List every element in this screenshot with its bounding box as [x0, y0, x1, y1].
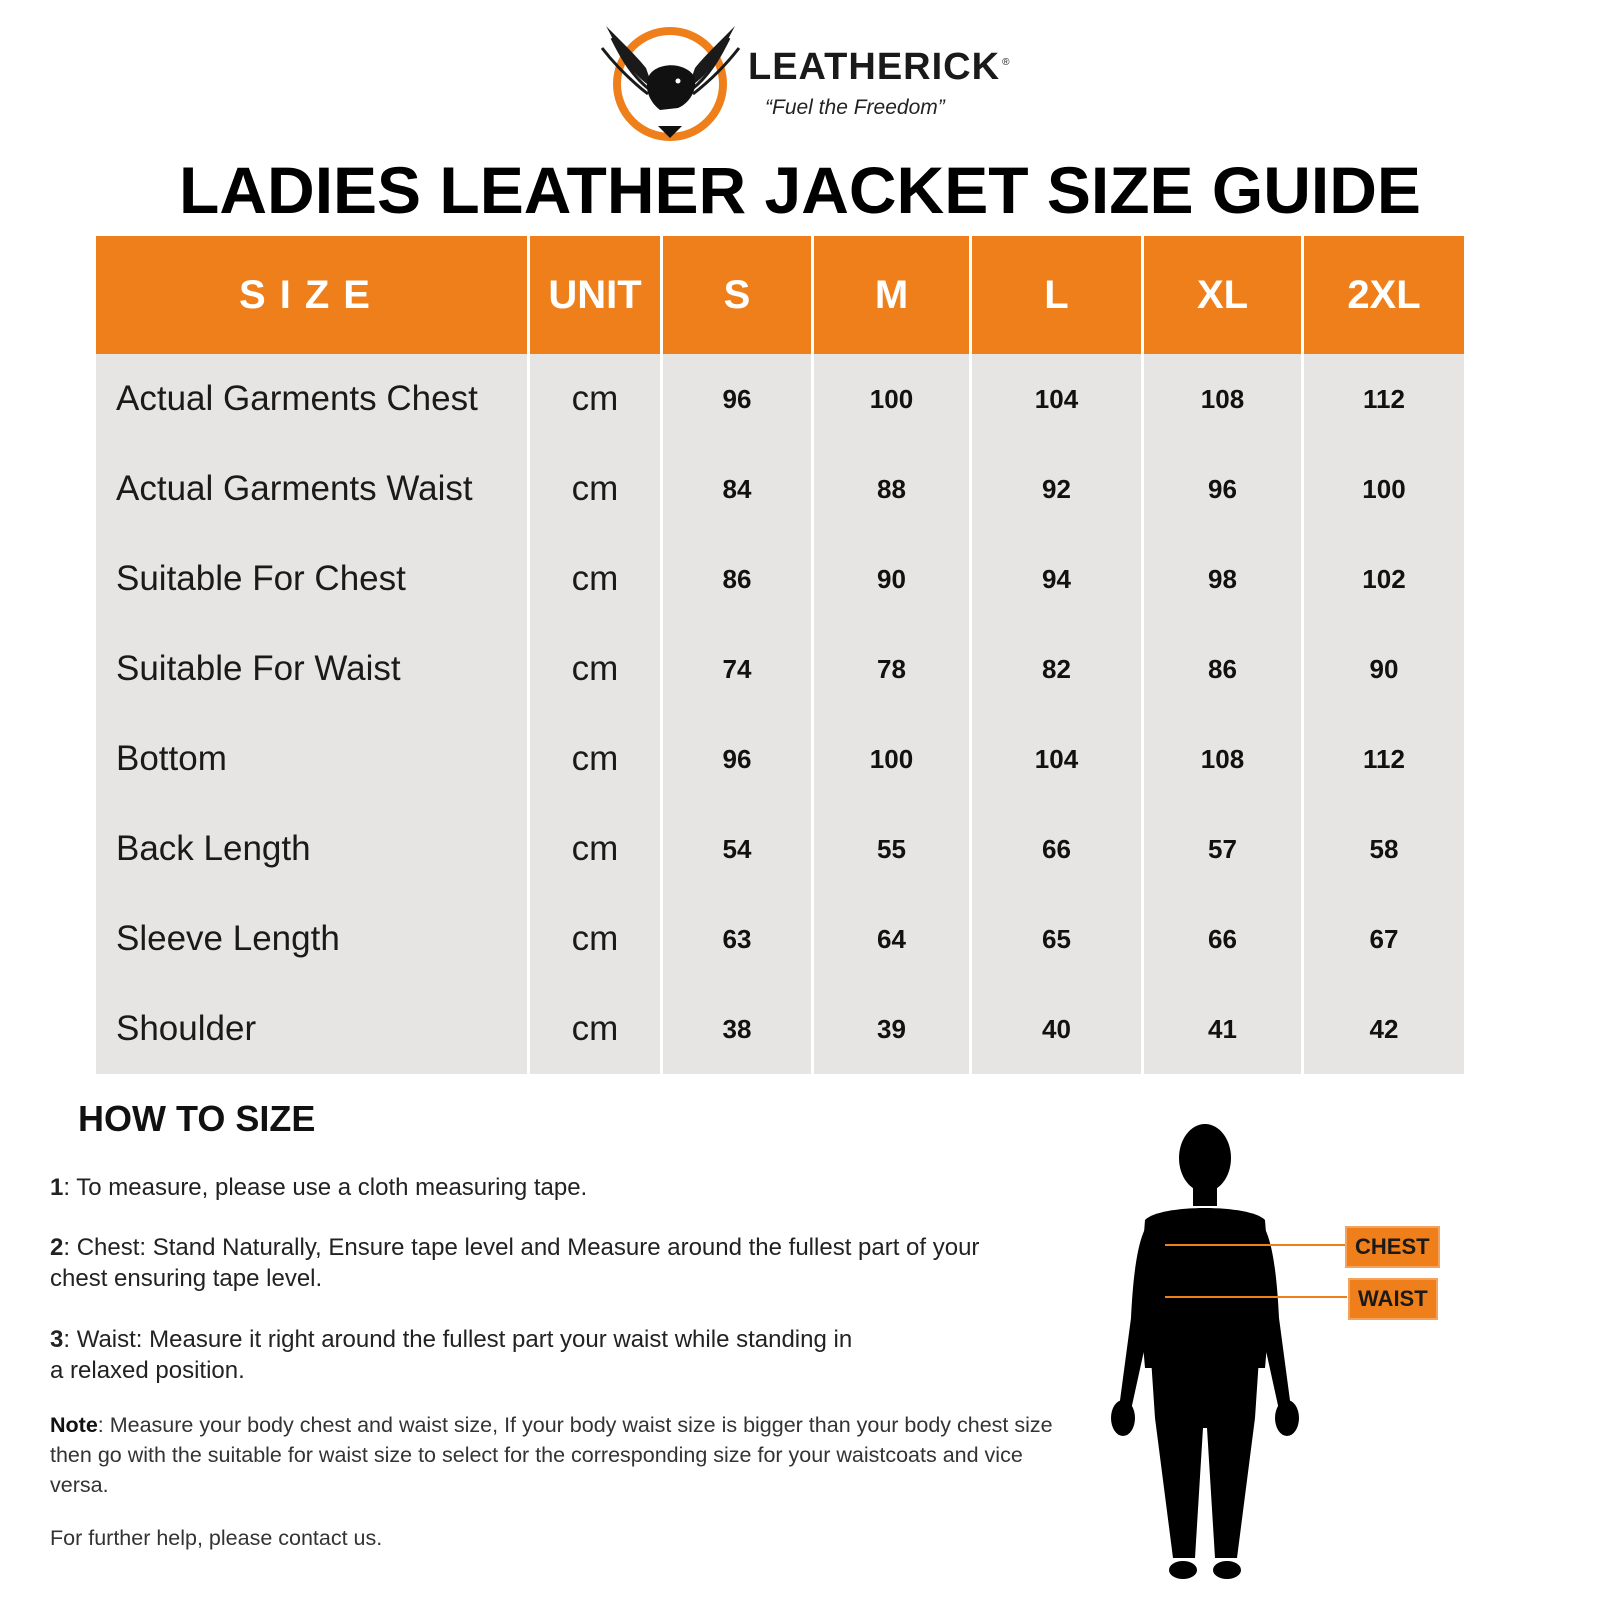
chest-label: CHEST [1345, 1226, 1440, 1268]
further-help-text: For further help, please contact us. [50, 1526, 383, 1550]
step-text: : Chest: Stand Naturally, Ensure tape level and Measure around the fullest part of your [63, 1234, 980, 1261]
row-label: Sleeve Length [96, 894, 530, 984]
cell-value: 74 [663, 624, 814, 714]
cell-value: 42 [1304, 984, 1464, 1074]
cell-value: 100 [1304, 444, 1464, 534]
row-label: Suitable For Waist [96, 624, 530, 714]
cell-value: 100 [814, 714, 972, 804]
cell-value: 100 [814, 354, 972, 444]
table-row [96, 984, 1464, 1074]
cell-value: 54 [663, 804, 814, 894]
cell-value: 86 [663, 534, 814, 624]
how-to-size-heading: HOW TO SIZE [78, 1098, 316, 1139]
chest-measure-line [1165, 1244, 1347, 1246]
cell-value: 96 [663, 354, 814, 444]
waist-label: WAIST [1348, 1278, 1438, 1320]
note-text: : Measure your body chest and waist size, If your body waist size is bigger than your body chest size then go with the suitable for waist size to select for the corresponding size for your waistcoats and vice versa. [50, 1413, 1053, 1497]
row-unit: cm [530, 354, 663, 444]
cell-value: 94 [972, 534, 1144, 624]
cell-value: 66 [1144, 894, 1304, 984]
row-unit: cm [530, 624, 663, 714]
cell-value: 102 [1304, 534, 1464, 624]
cell-value: 58 [1304, 804, 1464, 894]
step-number: 1 [50, 1174, 64, 1201]
cell-value: 64 [814, 894, 972, 984]
column-header-s: S [663, 236, 814, 354]
cell-value: 67 [1304, 894, 1464, 984]
step-text: : To measure, please use a cloth measuring tape. [63, 1174, 588, 1201]
cell-value: 82 [972, 624, 1144, 714]
cell-value: 108 [1144, 354, 1304, 444]
cell-value: 104 [972, 714, 1144, 804]
row-label: Actual Garments Waist [96, 444, 530, 534]
row-unit: cm [530, 894, 663, 984]
table-row [96, 714, 1464, 804]
brand-tagline: “Fuel the Freedom” [765, 96, 945, 119]
row-unit: cm [530, 444, 663, 534]
step-text-continued: chest ensuring tape level. [50, 1265, 323, 1292]
cell-value: 41 [1144, 984, 1304, 1074]
size-chart-table [96, 236, 1464, 1074]
table-row [96, 894, 1464, 984]
step-text: : Waist: Measure it right around the fullest part your waist while standing in [63, 1326, 853, 1353]
cell-value: 112 [1304, 714, 1464, 804]
cell-value: 90 [814, 534, 972, 624]
cell-value: 90 [1304, 624, 1464, 714]
cell-value: 66 [972, 804, 1144, 894]
table-row [96, 444, 1464, 534]
cell-value: 104 [972, 354, 1144, 444]
step-2 [50, 1232, 979, 1294]
cell-value: 84 [663, 444, 814, 534]
row-unit: cm [530, 984, 663, 1074]
cell-value: 112 [1304, 354, 1464, 444]
row-label: Back Length [96, 804, 530, 894]
row-label: Shoulder [96, 984, 530, 1074]
cell-value: 86 [1144, 624, 1304, 714]
column-header-unit: UNIT [530, 236, 663, 354]
cell-value: 92 [972, 444, 1144, 534]
cell-value: 55 [814, 804, 972, 894]
cell-value: 96 [1144, 444, 1304, 534]
cell-value: 65 [972, 894, 1144, 984]
row-unit: cm [530, 714, 663, 804]
cell-value: 38 [663, 984, 814, 1074]
step-number: 3 [50, 1326, 64, 1353]
column-header-l: L [972, 236, 1144, 354]
winged-lion-emblem-icon [598, 18, 743, 144]
column-header-xl: XL [1144, 236, 1304, 354]
cell-value: 63 [663, 894, 814, 984]
cell-value: 88 [814, 444, 972, 534]
row-label: Actual Garments Chest [96, 354, 530, 444]
row-label: Bottom [96, 714, 530, 804]
column-header-2xl: 2XL [1304, 236, 1464, 354]
table-row [96, 804, 1464, 894]
page-title: LADIES LEATHER JACKET SIZE GUIDE [179, 153, 1421, 227]
cell-value: 40 [972, 984, 1144, 1074]
row-label: Suitable For Chest [96, 534, 530, 624]
table-row [96, 624, 1464, 714]
column-header-m: M [814, 236, 972, 354]
note-paragraph [50, 1410, 1060, 1500]
step-text-continued: a relaxed position. [50, 1357, 245, 1384]
cell-value: 98 [1144, 534, 1304, 624]
human-silhouette-icon [1105, 1118, 1305, 1588]
column-header-size: SIZE [96, 236, 530, 354]
waist-measure-line [1165, 1296, 1347, 1298]
step-3 [50, 1324, 852, 1386]
step-1 [50, 1172, 587, 1203]
cell-value: 39 [814, 984, 972, 1074]
cell-value: 57 [1144, 804, 1304, 894]
row-unit: cm [530, 804, 663, 894]
cell-value: 108 [1144, 714, 1304, 804]
table-header-row [96, 236, 1464, 354]
note-label: Note [50, 1413, 98, 1437]
table-row [96, 354, 1464, 444]
cell-value: 78 [814, 624, 972, 714]
brand-name: LEATHERICK ® [748, 46, 1011, 88]
step-number: 2 [50, 1234, 64, 1261]
cell-value: 96 [663, 714, 814, 804]
table-row [96, 534, 1464, 624]
row-unit: cm [530, 534, 663, 624]
